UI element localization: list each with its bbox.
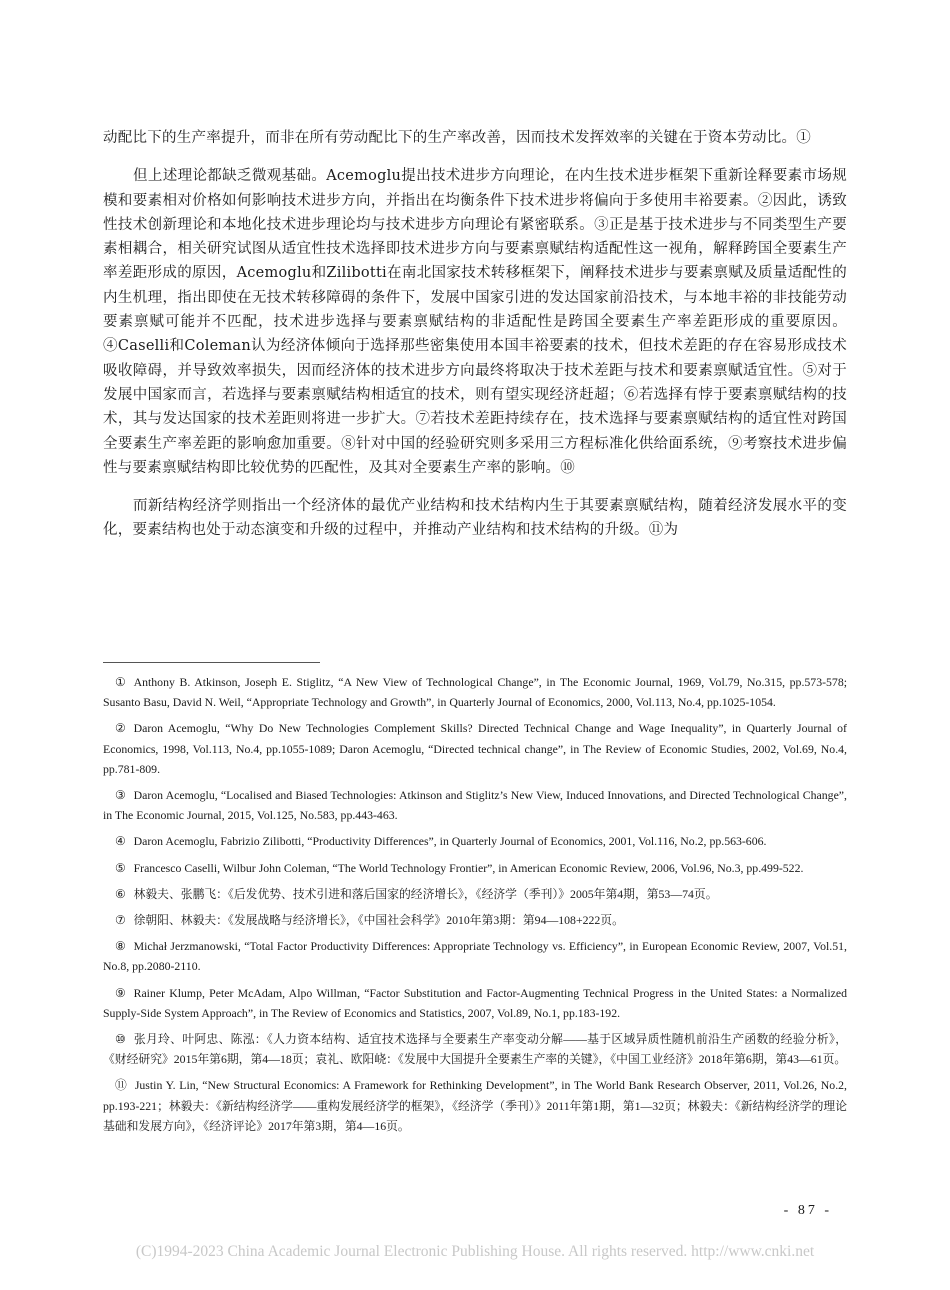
footnote-text: Daron Acemoglu, “Localised and Biased Technologies: Atkinson and Stiglitz’s New View, Induced Innovations, and Directed Technological Change”, in The Economic Journal, 2015, Vol.125, No.583, pp.443-463. <box>103 788 847 823</box>
footnote-1 <box>103 672 847 712</box>
paragraph-new-structural-economics: 而新结构经济学则指出一个经济体的最优产业结构和技术结构内生于其要素禀赋结构，随着经济发展水平的变化，要素结构也处于动态演变和升级的过程中，并推动产业结构和技术结构的升级。⑪为 <box>103 498 847 539</box>
footnote-mark: ⑩ <box>115 1032 126 1047</box>
footnote-mark: ⑧ <box>115 939 126 954</box>
footnote-text: Daron Acemoglu, “Why Do New Technologies Complement Skills? Directed Technical Change and Wage Inequality”, in Quarterly Journal of Economics, 1998, Vol.113, No.4, pp.1055-1089; Daron Acemoglu, “Directed technical change”, in The Review of Economic Studies, 2002, Vol.69, No.4, pp.781-809. <box>103 721 847 776</box>
footnote-text: Francesco Caselli, Wilbur John Coleman, “The World Technology Frontier”, in American Economic Review, 2006, Vol.96, No.3, pp.499-522. <box>133 860 804 875</box>
footnote-mark: ④ <box>115 834 126 849</box>
footnote-6 <box>103 884 847 904</box>
main-body-text <box>103 126 847 557</box>
footnote-mark: ⑦ <box>115 913 126 928</box>
paragraph-continued: 动配比下的生产率提升，而非在所有劳动配比下的生产率改善，因而技术发挥效率的关键在于资本劳动比。① <box>103 130 811 146</box>
footnote-2 <box>103 718 847 779</box>
footnote-5 <box>103 858 847 878</box>
footnote-8 <box>103 936 847 976</box>
footnote-text: Anthony B. Atkinson, Joseph E. Stiglitz, “A New View of Technological Change”, in The Economic Journal, 1969, Vol.79, No.315, pp.573-578; Susanto Basu, David N. Weil, “Appropriate Technology and Growth”, in Quarterly Journal of Economics, 2000, Vol.113, No.4, pp.1025-1054. <box>103 675 847 710</box>
footnote-mark: ③ <box>115 788 126 803</box>
paragraph-directed-technical-change: 但上述理论都缺乏微观基础。Acemoglu提出技术进步方向理论，在内生技术进步框架下重新诠释要素市场规模和要素相对价格如何影响技术进步方向，并指出在均衡条件下技术进步将偏向于多使用丰裕要素。②因此，诱致性技术创新理论和本地化技术进步理论均与技术进步方向理论有紧密联系。③正是基于技术进步与不同类型生产要素相耦合，相关研究试图从适宜性技术选择即技术进步方向与要素禀赋结构适配性这一视角，解释跨国全要素生产率差距形成的原因，Acemoglu和Zilibotti在南北国家技术转移框架下，阐释技术进步与要素禀赋及质量适配性的内生机理，指出即使在无技术转移障碍的条件下，发展中国家引进的发达国家前沿技术，与本地丰裕的非技能劳动要素禀赋可能并不匹配，技术进步选择与要素禀赋结构的非适配性是跨国全要素生产率差距形成的重要原因。④Caselli和Coleman认为经济体倾向于选择那些密集使用本国丰裕要素的技术，但技术差距的存在容易形成技术吸收障碍，并导致效率损失，因而经济体的技术进步方向最终将取决于技术差距与技术和要素禀赋适宜性。⑤对于发展中国家而言，若选择与要素禀赋结构相适宜的技术，则有望实现经济赶超；⑥若选择有悖于要素禀赋结构的技术，其与发达国家的技术差距则将进一步扩大。⑦若技术差距持续存在，技术选择与要素禀赋结构的适宜性对跨国全要素生产率差距的影响愈加重要。⑧针对中国的经验研究则多采用三方程标准化供给面系统，⑨考察技术进步偏性与要素禀赋结构即比较优势的匹配性，及其对全要素生产率的影响。⑩ <box>103 168 847 476</box>
footnote-mark: ② <box>115 721 126 736</box>
footnote-divider <box>103 662 320 663</box>
footnote-4 <box>103 831 847 851</box>
footnote-3 <box>103 785 847 825</box>
footnote-text: 张月玲、叶阿忠、陈泓：《人力资本结构、适宜技术选择与全要素生产率变动分解——基于区域异质性随机前沿生产函数的经验分析》，《财经研究》2015年第6期，第4—18页；袁礼、欧阳峣：《发展中大国提升全要素生产率的关键》，《中国工业经济》2018年第6期，第43—61页。 <box>103 1032 847 1067</box>
footnote-text: Justin Y. Lin, “New Structural Economics: A Framework for Rethinking Development”, in The World Bank Research Observer, 2011, Vol.26, No.2, pp.193-221；林毅夫：《新结构经济学——重构发展经济学的框架》，《经济学（季刊）》2011年第1期，第1—32页；林毅夫：《新结构经济学的理论基础和发展方向》，《经济评论》2017年第3期，第4—16页。 <box>103 1078 847 1133</box>
copyright-watermark: (C)1994-2023 China Academic Journal Electronic Publishing House. All rights reserved. http://www.cnki.net <box>135 1243 815 1260</box>
footnote-mark: ⑪ <box>115 1078 127 1093</box>
footnote-mark: ⑥ <box>115 886 126 901</box>
footnotes <box>103 672 847 1142</box>
footnote-11 <box>103 1075 847 1136</box>
footnote-text: 徐朝阳、林毅夫：《发展战略与经济增长》，《中国社会科学》2010年第3期：第94—108+222页。 <box>133 913 624 928</box>
footnote-text: Daron Acemoglu, Fabrizio Zilibotti, “Productivity Differences”, in Quarterly Journal of Economics, 2001, Vol.116, No.2, pp.563-606. <box>133 834 767 849</box>
footnote-mark: ⑤ <box>115 860 126 875</box>
footnote-7 <box>103 910 847 930</box>
footnote-mark: ⑨ <box>115 985 126 1000</box>
footnote-mark: ① <box>115 675 126 689</box>
footnote-10 <box>103 1029 847 1069</box>
footnote-9 <box>103 983 847 1023</box>
footnote-text: Rainer Klump, Peter McAdam, Alpo Willman, “Factor Substitution and Factor-Augmenting Technical Progress in the United States: a Normalized Supply-Side System Approach”, in The Review of Economics and Statistics, 2007, Vol.89, No.1, pp.183-192. <box>103 985 847 1020</box>
footnote-text: 林毅夫、张鹏飞：《后发优势、技术引进和落后国家的经济增长》，《经济学（季刊）》2005年第4期，第53—74页。 <box>133 886 718 901</box>
footnote-text: Michał Jerzmanowski, “Total Factor Productivity Differences: Appropriate Technology vs. Efficiency”, in European Economic Review, 2007, Vol.51, No.8, pp.2080-2110. <box>103 939 847 974</box>
page-number: - 87 - <box>783 1203 832 1218</box>
